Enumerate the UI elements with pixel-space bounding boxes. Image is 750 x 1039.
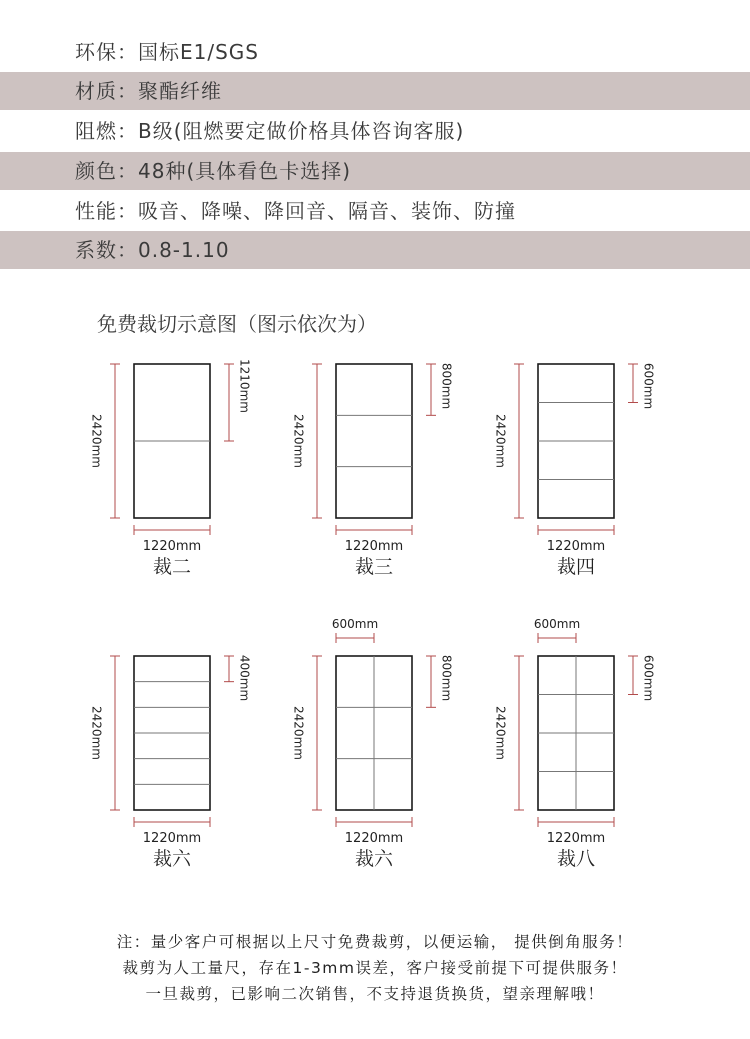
height-label: 2420mm — [291, 706, 306, 760]
note-line-2: 裁剪为人工量尺，存在1-3mm误差，客户接受前提下可提供服务！ — [122, 959, 628, 977]
board-outline — [336, 364, 412, 518]
note-line-1: 注：量少客户可根据以上尺寸免费裁剪，以便运输， 提供倒角服务！ — [116, 933, 634, 951]
height-label: 2420mm — [291, 414, 306, 468]
width-label: 1220mm — [344, 539, 404, 554]
diagram-caption: 裁六 — [354, 848, 394, 870]
spec-sep: ： — [117, 199, 138, 223]
piece-label: 800mm — [439, 654, 454, 702]
diagram-caption: 裁八 — [556, 848, 596, 870]
width-label: 1220mm — [142, 831, 202, 846]
piece-label: 800mm — [439, 362, 454, 410]
spec-label: 系数 — [75, 238, 117, 262]
width-label: 1220mm — [546, 831, 606, 846]
spec-label: 环保 — [75, 40, 117, 64]
spec-value: B级(阻燃要定做价格具体咨询客服) — [138, 119, 465, 143]
spec-label: 材质 — [75, 79, 117, 103]
spec-sep: ： — [117, 40, 138, 64]
spec-sep: ： — [117, 79, 138, 103]
piece-label: 400mm — [237, 654, 252, 702]
spec-value: 吸音、降噪、降回音、隔音、装饰、防撞 — [138, 199, 516, 223]
spec-value: 聚酯纤维 — [138, 79, 222, 103]
spec-label: 性能 — [75, 199, 117, 223]
diagram-caption: 裁六 — [152, 848, 192, 870]
width-label: 1220mm — [344, 831, 404, 846]
piece-label: 600mm — [641, 362, 656, 410]
spec-sep: ： — [117, 238, 138, 262]
width-label: 1220mm — [546, 539, 606, 554]
diagram-caption: 裁四 — [556, 556, 596, 578]
spec-sep: ： — [117, 159, 138, 183]
spec-value: 48种(具体看色卡选择) — [138, 159, 352, 183]
section-title: 免费裁切示意图（图示依次为） — [97, 312, 377, 336]
diagram-caption: 裁二 — [152, 556, 192, 578]
spec-value: 国标E1/SGS — [138, 40, 259, 64]
column-label: 600mm — [533, 617, 581, 631]
diagram-caption: 裁三 — [354, 556, 394, 578]
piece-label: 600mm — [641, 654, 656, 702]
note-line-3: 一旦裁剪，已影响二次销售，不支持退货换货，望亲理解哦！ — [145, 985, 605, 1003]
height-label: 2420mm — [89, 414, 104, 468]
column-label: 600mm — [331, 617, 379, 631]
height-label: 2420mm — [493, 414, 508, 468]
height-label: 2420mm — [89, 706, 104, 760]
spec-value: 0.8-1.10 — [138, 238, 230, 262]
height-label: 2420mm — [493, 706, 508, 760]
spec-sep: ： — [117, 119, 138, 143]
spec-label: 阻燃 — [75, 119, 117, 143]
piece-label: 1210mm — [237, 359, 252, 413]
spec-label: 颜色 — [75, 159, 117, 183]
width-label: 1220mm — [142, 539, 202, 554]
